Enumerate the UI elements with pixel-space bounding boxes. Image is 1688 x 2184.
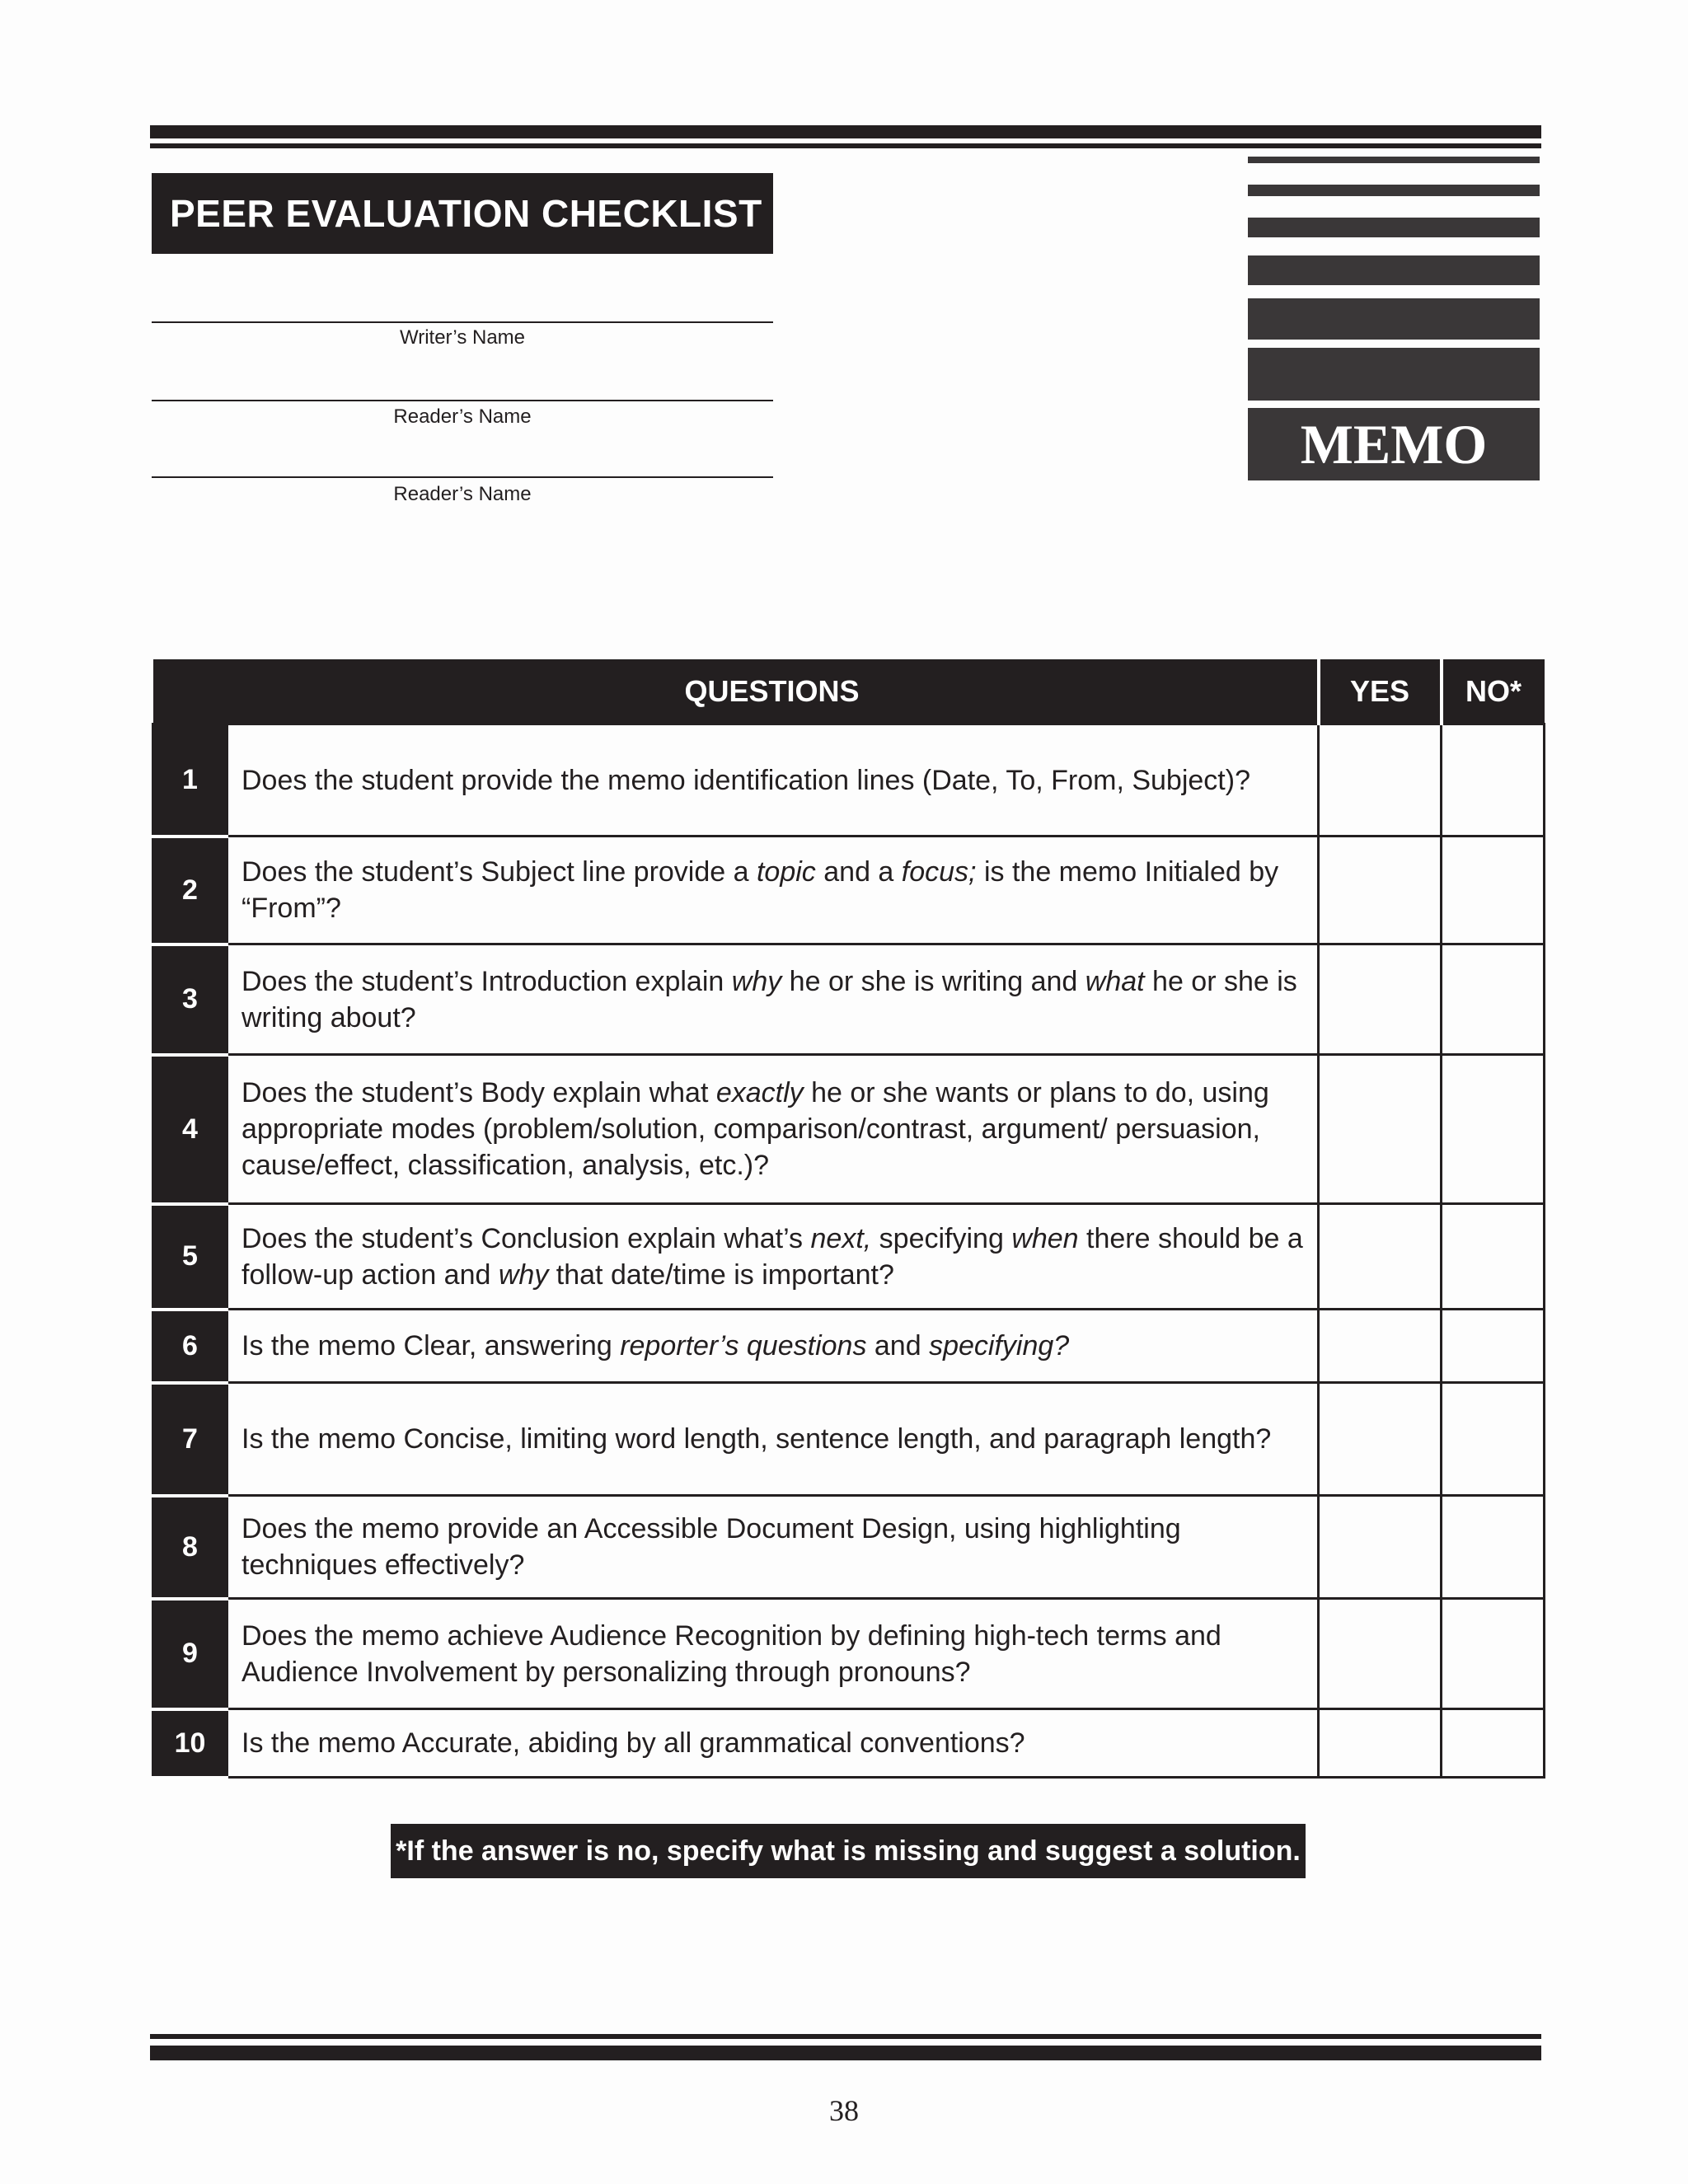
yes-checkbox-cell[interactable] [1319, 837, 1442, 944]
no-checkbox-cell[interactable] [1442, 1055, 1545, 1204]
top-rule-thin [150, 143, 1541, 148]
question-fragment: and a [815, 856, 902, 888]
header-questions: QUESTIONS [227, 659, 1319, 724]
question-fragment: Is the memo Accurate, abiding by all grammatical conventions? [241, 1727, 1025, 1759]
question-fragment: Does the student’s Conclusion explain what’s [241, 1222, 811, 1254]
row-number: 10 [153, 1709, 227, 1778]
memo-stripe-3 [1248, 218, 1540, 237]
yes-checkbox-cell[interactable] [1319, 1055, 1442, 1204]
bottom-rule-thick [150, 2046, 1541, 2060]
no-checkbox-cell[interactable] [1442, 1383, 1545, 1496]
no-checkbox-cell[interactable] [1442, 1204, 1545, 1310]
table-row [153, 724, 1545, 837]
question-emphasis: next, [810, 1222, 872, 1254]
row-number: 6 [153, 1310, 227, 1383]
question-emphasis: exactly [715, 1077, 804, 1108]
question-emphasis: topic [756, 856, 816, 888]
no-checkbox-cell[interactable] [1442, 1310, 1545, 1383]
table-row [153, 1496, 1545, 1599]
table-row [153, 1055, 1545, 1204]
row-number: 1 [153, 724, 227, 837]
no-checkbox-cell[interactable] [1442, 724, 1545, 837]
yes-checkbox-cell[interactable] [1319, 724, 1442, 837]
reader-name-line-2[interactable] [152, 476, 773, 478]
question-text [227, 1383, 1319, 1496]
top-rule-thick [150, 125, 1541, 138]
question-emphasis: specifying? [929, 1330, 1070, 1361]
question-text [227, 1709, 1319, 1778]
question-text [227, 837, 1319, 944]
row-number: 2 [153, 837, 227, 944]
page-number: 38 [829, 2094, 859, 2127]
header-number-cell [153, 659, 227, 724]
yes-checkbox-cell[interactable] [1319, 1204, 1442, 1310]
question-text [227, 1599, 1319, 1709]
no-checkbox-cell[interactable] [1442, 1599, 1545, 1709]
question-fragment: Does the memo provide an Accessible Document Design, using highlighting techniques effectively? [241, 1513, 1181, 1581]
question-text [227, 1055, 1319, 1204]
header-yes: YES [1319, 659, 1442, 724]
question-fragment: Does the student’s Subject line provide a [241, 856, 757, 888]
reader-name-line-1[interactable] [152, 400, 773, 401]
reader-name-label-2: Reader’s Name [393, 483, 532, 505]
question-fragment: Does the student provide the memo identification lines (Date, To, From, Subject)? [241, 764, 1250, 796]
question-text [227, 724, 1319, 837]
question-emphasis: focus; [901, 856, 977, 888]
no-checkbox-cell[interactable] [1442, 1709, 1545, 1778]
bottom-rule-thin [150, 2034, 1541, 2039]
memo-stripe-1 [1248, 157, 1540, 163]
question-fragment: he or she is writing about? [241, 965, 1297, 1033]
question-text [227, 944, 1319, 1055]
memo-stripe-4 [1248, 255, 1540, 285]
yes-checkbox-cell[interactable] [1319, 1496, 1442, 1599]
question-fragment: Does the memo achieve Audience Recognition by defining high-tech terms and Audience Involvement by personalizing through pronouns? [241, 1619, 1221, 1688]
no-checkbox-cell[interactable] [1442, 944, 1545, 1055]
yes-checkbox-cell[interactable] [1319, 1310, 1442, 1383]
question-fragment: Is the memo Concise, limiting word length, sentence length, and paragraph length? [241, 1423, 1272, 1455]
yes-checkbox-cell[interactable] [1319, 1709, 1442, 1778]
memo-badge: MEMO [1248, 408, 1540, 480]
question-text [227, 1204, 1319, 1310]
no-checkbox-cell[interactable] [1442, 837, 1545, 944]
question-emphasis: what [1085, 965, 1145, 997]
row-number: 9 [153, 1599, 227, 1709]
table-row [153, 1709, 1545, 1778]
memo-stripe-5 [1248, 298, 1540, 340]
reader-name-label-1: Reader’s Name [393, 405, 532, 428]
writer-name-label: Writer’s Name [399, 326, 526, 349]
row-number: 8 [153, 1496, 227, 1599]
yes-checkbox-cell[interactable] [1319, 944, 1442, 1055]
row-number: 3 [153, 944, 227, 1055]
table-row [153, 1310, 1545, 1383]
memo-stripe-2 [1248, 185, 1540, 196]
question-fragment: there should be a follow-up action and [241, 1222, 1303, 1291]
table-row [153, 1204, 1545, 1310]
row-number: 4 [153, 1055, 227, 1204]
question-emphasis: why [731, 965, 782, 997]
question-fragment: Does the student’s Body explain what [241, 1077, 716, 1108]
table-row [153, 1599, 1545, 1709]
question-fragment: and [866, 1330, 930, 1361]
question-fragment: he or she is writing and [781, 965, 1085, 997]
table-row [153, 944, 1545, 1055]
question-text [227, 1310, 1319, 1383]
question-fragment: Is the memo Clear, answering [241, 1330, 621, 1361]
table-row [153, 837, 1545, 944]
header-no: NO* [1442, 659, 1545, 724]
checklist-table [152, 659, 1545, 1779]
yes-checkbox-cell[interactable] [1319, 1383, 1442, 1496]
row-number: 5 [153, 1204, 227, 1310]
question-fragment: is the memo Initialed by “From”? [241, 856, 1279, 924]
question-fragment: specifying [871, 1222, 1012, 1254]
question-emphasis: why [498, 1258, 549, 1291]
table-header-row [153, 659, 1545, 724]
question-emphasis: reporter’s questions [620, 1330, 867, 1361]
memo-stripe-6 [1248, 348, 1540, 401]
yes-checkbox-cell[interactable] [1319, 1599, 1442, 1709]
question-fragment: that date/time is important? [548, 1258, 894, 1291]
question-fragment: he or she wants or plans to do, using appropriate modes (problem/solution, comparison/contrast, argument/ persuasion, cause/effect, classification, analysis, etc.)? [241, 1077, 1269, 1181]
no-checkbox-cell[interactable] [1442, 1496, 1545, 1599]
page-title: PEER EVALUATION CHECKLIST [152, 173, 773, 254]
question-text [227, 1496, 1319, 1599]
writer-name-line[interactable] [152, 321, 773, 323]
footnote-banner: *If the answer is no, specify what is missing and suggest a solution. [391, 1824, 1306, 1878]
table-row [153, 1383, 1545, 1496]
question-fragment: Does the student’s Introduction explain [241, 965, 732, 997]
row-number: 7 [153, 1383, 227, 1496]
question-emphasis: when [1011, 1222, 1079, 1254]
